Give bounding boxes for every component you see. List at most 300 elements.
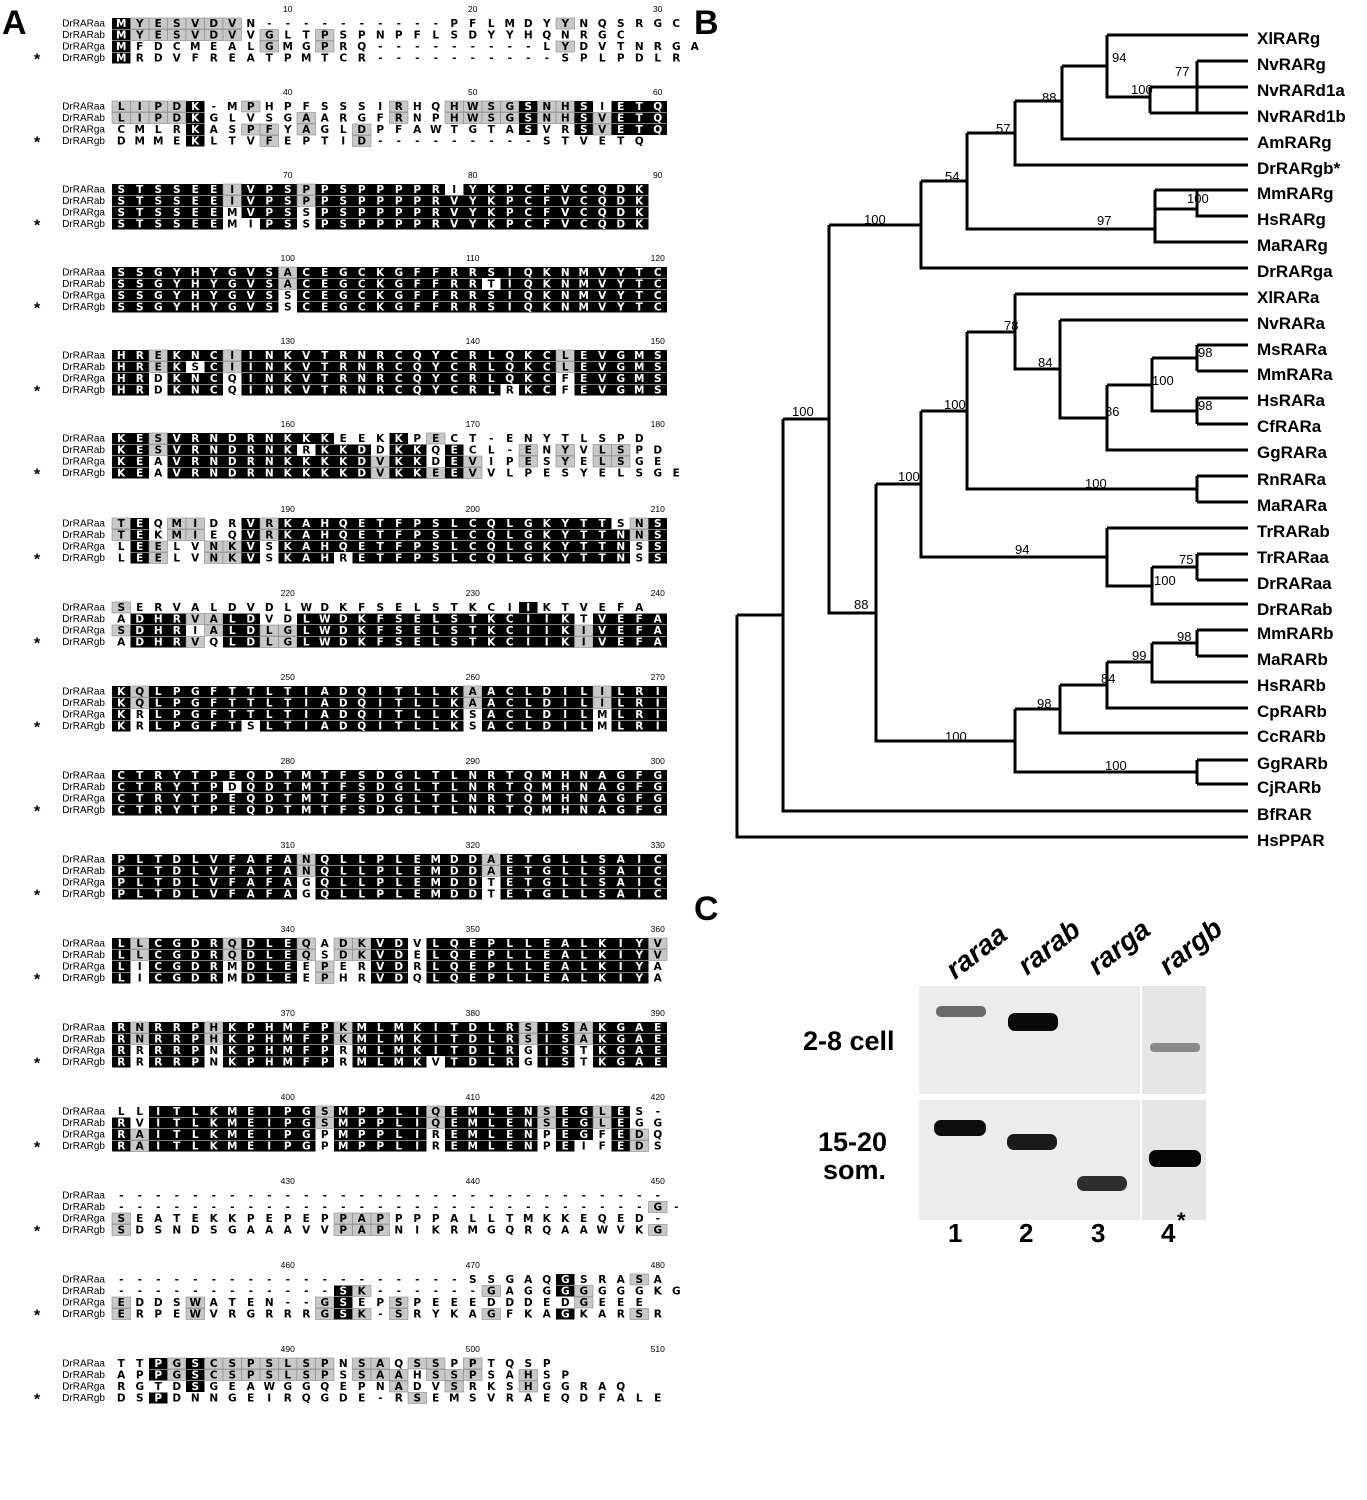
residue: L xyxy=(487,1213,495,1225)
residue: K xyxy=(394,433,403,445)
sequence-name: DrRARab xyxy=(62,30,105,41)
sequence-name: DrRARga xyxy=(62,793,105,805)
residue: D xyxy=(264,781,274,794)
residue: N xyxy=(246,18,256,30)
residue: E xyxy=(580,361,588,374)
residue: K xyxy=(191,101,200,113)
residue: - xyxy=(304,18,309,30)
residue: V xyxy=(246,184,255,196)
residue: R xyxy=(468,278,477,291)
residue: T xyxy=(487,888,495,901)
residue: L xyxy=(395,1140,403,1153)
residue: L xyxy=(450,804,458,817)
residue: K xyxy=(450,1308,459,1321)
residue: H xyxy=(153,613,163,626)
residue: S xyxy=(172,184,181,196)
residue: A xyxy=(394,1381,403,1393)
residue: D xyxy=(634,1140,644,1153)
residue: P xyxy=(320,1045,329,1057)
residue: G xyxy=(172,1369,182,1382)
residue: P xyxy=(172,709,181,721)
residue: M xyxy=(393,1056,404,1069)
residue: K xyxy=(542,267,551,279)
lane-number-3: 3 xyxy=(1091,1218,1106,1248)
residue: T xyxy=(635,267,643,279)
residue: H xyxy=(116,373,126,385)
residue: - xyxy=(174,1274,179,1286)
residue: - xyxy=(322,18,327,30)
sequence-star: * xyxy=(34,1223,41,1241)
residue: C xyxy=(450,384,459,397)
sequence-name: DrRARgb xyxy=(62,468,105,479)
residue: L xyxy=(284,1369,292,1382)
residue: S xyxy=(172,207,181,219)
residue: P xyxy=(154,1369,163,1382)
residue: Q xyxy=(246,781,256,794)
residue: L xyxy=(247,41,255,53)
residue: M xyxy=(282,1022,293,1034)
sequence-star: * xyxy=(34,1139,41,1157)
residue: L xyxy=(524,686,532,698)
residue: N xyxy=(190,384,200,397)
residue: S xyxy=(228,1358,237,1370)
residue: I xyxy=(230,195,235,208)
residue: H xyxy=(523,29,533,42)
residue: - xyxy=(285,1297,290,1309)
residue: N xyxy=(135,1033,145,1046)
residue: M xyxy=(301,804,312,817)
leaf-label: GgRARb xyxy=(1257,754,1328,773)
residue: P xyxy=(394,218,403,231)
residue: Y xyxy=(561,552,570,565)
residue: V xyxy=(246,207,255,219)
residue: - xyxy=(396,135,401,148)
residue: K xyxy=(561,636,570,649)
position-tick: 450 xyxy=(650,1176,665,1186)
residue: I xyxy=(655,686,660,698)
residue: K xyxy=(117,444,126,457)
residue: D xyxy=(579,41,589,53)
residue: I xyxy=(581,636,586,649)
residue: P xyxy=(376,877,385,889)
residue: Y xyxy=(561,18,570,30)
residue: G xyxy=(579,1129,589,1141)
residue: F xyxy=(339,781,347,794)
residue: T xyxy=(173,1129,181,1141)
bootstrap-value: 54 xyxy=(945,169,960,184)
band-raraa-late xyxy=(934,1120,986,1136)
residue: R xyxy=(431,207,440,219)
residue: V xyxy=(228,29,237,42)
residue: L xyxy=(635,1392,643,1405)
residue: E xyxy=(580,456,588,468)
residue: L xyxy=(228,625,236,637)
residue: R xyxy=(357,972,366,985)
residue: - xyxy=(415,1285,420,1298)
residue: D xyxy=(227,433,237,445)
residue: A xyxy=(635,1045,644,1057)
residue: A xyxy=(283,278,292,291)
residue: - xyxy=(507,41,512,53)
residue: - xyxy=(470,135,475,148)
residue: A xyxy=(468,697,477,710)
bootstrap-value: 98 xyxy=(1198,398,1213,413)
panel-a-letter: A xyxy=(2,4,27,42)
leaf-label: TrRARab xyxy=(1257,522,1330,541)
residue: L xyxy=(580,877,588,889)
residue: G xyxy=(597,29,607,42)
residue: K xyxy=(357,1308,366,1321)
residue: Y xyxy=(561,456,570,468)
residue: S xyxy=(561,467,570,480)
residue: S xyxy=(339,1369,348,1382)
residue: G xyxy=(542,877,552,889)
residue: S xyxy=(172,218,181,231)
residue: T xyxy=(487,877,495,889)
residue: S xyxy=(468,709,477,721)
residue: S xyxy=(339,218,348,231)
residue: P xyxy=(320,1213,329,1225)
residue: T xyxy=(432,804,440,817)
residue: K xyxy=(468,602,477,614)
residue: V xyxy=(598,267,607,279)
residue: M xyxy=(338,1117,349,1130)
residue: Q xyxy=(320,1381,330,1393)
residue: D xyxy=(357,444,367,457)
residue: G xyxy=(320,1297,330,1309)
residue: L xyxy=(302,625,310,637)
residue: N xyxy=(264,444,274,457)
sequence-name: DrRARgb xyxy=(62,1393,105,1404)
residue: H xyxy=(116,350,126,362)
residue: F xyxy=(598,1129,606,1141)
residue: R xyxy=(431,1140,440,1153)
residue: D xyxy=(375,804,385,817)
sequence-name: DrRARga xyxy=(62,290,105,302)
residue: S xyxy=(376,602,385,614)
residue: M xyxy=(282,1033,293,1046)
residue: - xyxy=(359,1201,364,1214)
residue: Q xyxy=(301,1392,311,1405)
sequence-star: * xyxy=(34,551,41,569)
residue: N xyxy=(468,770,478,782)
residue: G xyxy=(209,1381,219,1393)
residue: R xyxy=(505,1033,514,1046)
residue: K xyxy=(394,467,403,480)
residue: I xyxy=(267,1117,272,1130)
residue: Q xyxy=(486,552,496,565)
residue: N xyxy=(264,361,274,374)
residue: - xyxy=(230,1274,235,1286)
residue: K xyxy=(487,195,496,208)
residue: I xyxy=(526,613,531,626)
residue: S xyxy=(635,1308,644,1321)
residue: C xyxy=(302,278,311,291)
residue: P xyxy=(191,1022,200,1034)
position-tick: 460 xyxy=(280,1260,295,1270)
residue: Y xyxy=(172,278,181,291)
residue: G xyxy=(542,1285,552,1298)
residue: N xyxy=(357,384,367,397)
residue: D xyxy=(246,949,256,962)
residue: M xyxy=(301,781,312,794)
residue: C xyxy=(505,709,514,721)
residue: K xyxy=(228,1033,237,1046)
residue: - xyxy=(378,1201,383,1214)
residue: K xyxy=(117,686,126,698)
residue: E xyxy=(136,552,144,565)
residue: A xyxy=(487,854,496,866)
residue: K xyxy=(376,290,385,302)
residue: S xyxy=(265,1358,274,1370)
residue: G xyxy=(579,1297,589,1309)
residue: D xyxy=(264,770,274,782)
residue: G xyxy=(486,1285,496,1298)
residue: P xyxy=(561,1369,570,1382)
residue: - xyxy=(267,1285,272,1298)
residue: R xyxy=(468,350,477,362)
residue: P xyxy=(191,1033,200,1046)
residue: T xyxy=(321,350,329,362)
residue: P xyxy=(302,195,311,208)
residue: A xyxy=(394,1369,403,1382)
residue: D xyxy=(190,1224,200,1237)
residue: R xyxy=(339,384,348,397)
residue: K xyxy=(172,373,181,385)
position-tick: 230 xyxy=(465,588,480,598)
residue: E xyxy=(321,267,329,279)
residue: D xyxy=(135,625,145,637)
residue: M xyxy=(134,124,145,136)
residue: N xyxy=(542,444,552,457)
residue: M xyxy=(523,1213,534,1225)
residue: M xyxy=(393,1033,404,1046)
residue: S xyxy=(357,804,366,817)
residue: - xyxy=(396,41,401,53)
bootstrap-value: 100 xyxy=(944,397,966,412)
residue: R xyxy=(431,218,440,231)
residue: I xyxy=(156,1106,161,1118)
residue: E xyxy=(339,1381,347,1393)
residue: F xyxy=(265,877,273,889)
sequence-name: DrRARga xyxy=(62,1297,105,1309)
residue: R xyxy=(172,1056,181,1069)
residue: R xyxy=(468,301,477,314)
residue: R xyxy=(468,267,477,279)
residue: - xyxy=(655,1213,660,1225)
residue: P xyxy=(524,467,533,480)
residue: T xyxy=(450,1056,458,1069)
residue: A xyxy=(653,625,662,637)
residue: P xyxy=(413,552,422,565)
residue: A xyxy=(542,1308,551,1321)
residue: Q xyxy=(412,361,422,374)
residue: G xyxy=(301,877,311,889)
residue: V xyxy=(598,290,607,302)
residue: D xyxy=(486,1297,496,1309)
residue: G xyxy=(616,781,626,794)
residue: A xyxy=(505,1369,514,1382)
residue: L xyxy=(524,720,532,733)
residue: I xyxy=(304,686,309,698)
sequence-name: DrRARga xyxy=(62,1045,105,1057)
residue: M xyxy=(467,1224,478,1237)
residue: Q xyxy=(616,1381,626,1393)
residue: H xyxy=(190,301,200,314)
residue: S xyxy=(598,433,607,445)
bootstrap-value: 86 xyxy=(1105,404,1120,419)
residue: T xyxy=(321,770,329,782)
residue: R xyxy=(154,1022,163,1034)
residue: D xyxy=(357,124,367,136)
residue: Q xyxy=(357,697,367,710)
residue: V xyxy=(246,135,255,148)
residue: K xyxy=(191,135,200,148)
residue: E xyxy=(617,101,625,113)
residue: D xyxy=(394,972,404,985)
residue: R xyxy=(154,781,163,794)
residue: V xyxy=(431,1381,440,1393)
residue: E xyxy=(413,877,421,889)
position-tick: 120 xyxy=(650,253,665,263)
residue: P xyxy=(357,184,366,196)
residue: L xyxy=(136,1106,144,1118)
residue: V xyxy=(302,373,311,385)
residue: D xyxy=(634,52,644,65)
band-rarab-early xyxy=(1008,1013,1058,1031)
residue: Q xyxy=(301,938,311,950)
residue: E xyxy=(413,865,421,878)
residue: D xyxy=(172,888,182,901)
residue: E xyxy=(284,938,292,950)
residue: P xyxy=(172,720,181,733)
residue: Y xyxy=(635,949,644,962)
residue: T xyxy=(469,625,477,637)
residue: N xyxy=(560,301,570,314)
residue: - xyxy=(248,1190,253,1202)
residue: S xyxy=(431,529,440,542)
residue: T xyxy=(321,373,329,385)
residue: - xyxy=(415,1201,420,1214)
residue: T xyxy=(580,529,588,542)
residue: R xyxy=(505,384,514,397)
residue: S xyxy=(450,636,459,649)
residue: M xyxy=(634,373,645,385)
residue: - xyxy=(507,444,512,457)
bootstrap-value: 100 xyxy=(898,469,920,484)
residue: M xyxy=(504,18,515,30)
residue: E xyxy=(228,52,236,65)
residue: P xyxy=(357,195,366,208)
residue: G xyxy=(227,301,237,314)
residue: F xyxy=(413,29,421,42)
band-rarga-late xyxy=(1077,1176,1127,1191)
residue: E xyxy=(617,112,625,125)
sequence-name: DrRARab xyxy=(62,950,105,961)
residue: R xyxy=(487,781,496,794)
sequence-name: DrRARaa xyxy=(62,1106,105,1118)
residue: K xyxy=(450,720,459,733)
sequence-name: DrRARgb xyxy=(62,1309,105,1320)
residue: A xyxy=(154,467,163,480)
residue: V xyxy=(191,18,200,30)
residue: Y xyxy=(616,267,625,279)
residue: D xyxy=(338,625,348,637)
residue: S xyxy=(265,301,274,314)
residue: G xyxy=(523,541,533,553)
residue: A xyxy=(376,1358,385,1370)
residue: G xyxy=(301,1106,311,1118)
residue: Q xyxy=(338,541,348,553)
residue: M xyxy=(541,804,552,817)
residue: G xyxy=(153,290,163,302)
residue: - xyxy=(322,1274,327,1286)
residue: N xyxy=(542,112,552,125)
residue: T xyxy=(191,781,199,794)
residue: T xyxy=(395,697,403,710)
residue: V xyxy=(561,184,570,196)
residue: N xyxy=(357,350,367,362)
gene-label-rarab: rarab xyxy=(1011,913,1086,981)
residue: S xyxy=(635,1274,644,1286)
residue: K xyxy=(339,444,348,457)
residue: F xyxy=(635,613,643,626)
residue: R xyxy=(117,1033,126,1046)
residue: S xyxy=(283,207,292,219)
residue: - xyxy=(452,1274,457,1286)
residue: T xyxy=(136,793,144,805)
residue: Q xyxy=(542,29,552,42)
residue: K xyxy=(209,1140,218,1153)
residue: S xyxy=(450,29,459,42)
residue: P xyxy=(209,804,218,817)
leaf-label: CcRARb xyxy=(1257,727,1326,746)
residue: P xyxy=(320,1369,329,1382)
sequence-name: DrRARab xyxy=(62,445,105,456)
residue: I xyxy=(618,972,623,985)
residue: T xyxy=(580,1045,588,1057)
residue: T xyxy=(154,865,162,878)
residue: Q xyxy=(449,938,459,950)
residue: S xyxy=(579,101,588,113)
residue: L xyxy=(117,541,125,553)
residue: I xyxy=(137,961,142,973)
residue: G xyxy=(301,1117,311,1130)
residue: G xyxy=(301,1140,311,1153)
residue: V xyxy=(228,18,237,30)
residue: F xyxy=(635,636,643,649)
position-tick: 490 xyxy=(280,1344,295,1354)
residue: P xyxy=(339,1224,348,1237)
residue: P xyxy=(320,195,329,208)
sequence-name: DrRARaa xyxy=(62,686,105,698)
residue: L xyxy=(598,444,606,457)
bootstrap-value: 94 xyxy=(1015,542,1030,557)
residue: - xyxy=(415,52,420,65)
residue: E xyxy=(432,433,440,445)
residue: L xyxy=(210,135,218,148)
residue: F xyxy=(210,720,218,733)
residue: H xyxy=(523,1381,533,1393)
residue: N xyxy=(560,267,570,279)
residue: Q xyxy=(394,1358,404,1370)
residue: P xyxy=(246,1213,255,1225)
residue: L xyxy=(339,865,347,878)
residue: L xyxy=(580,697,588,710)
residue: A xyxy=(246,1381,255,1393)
residue: A xyxy=(283,267,292,279)
residue: W xyxy=(466,101,479,113)
